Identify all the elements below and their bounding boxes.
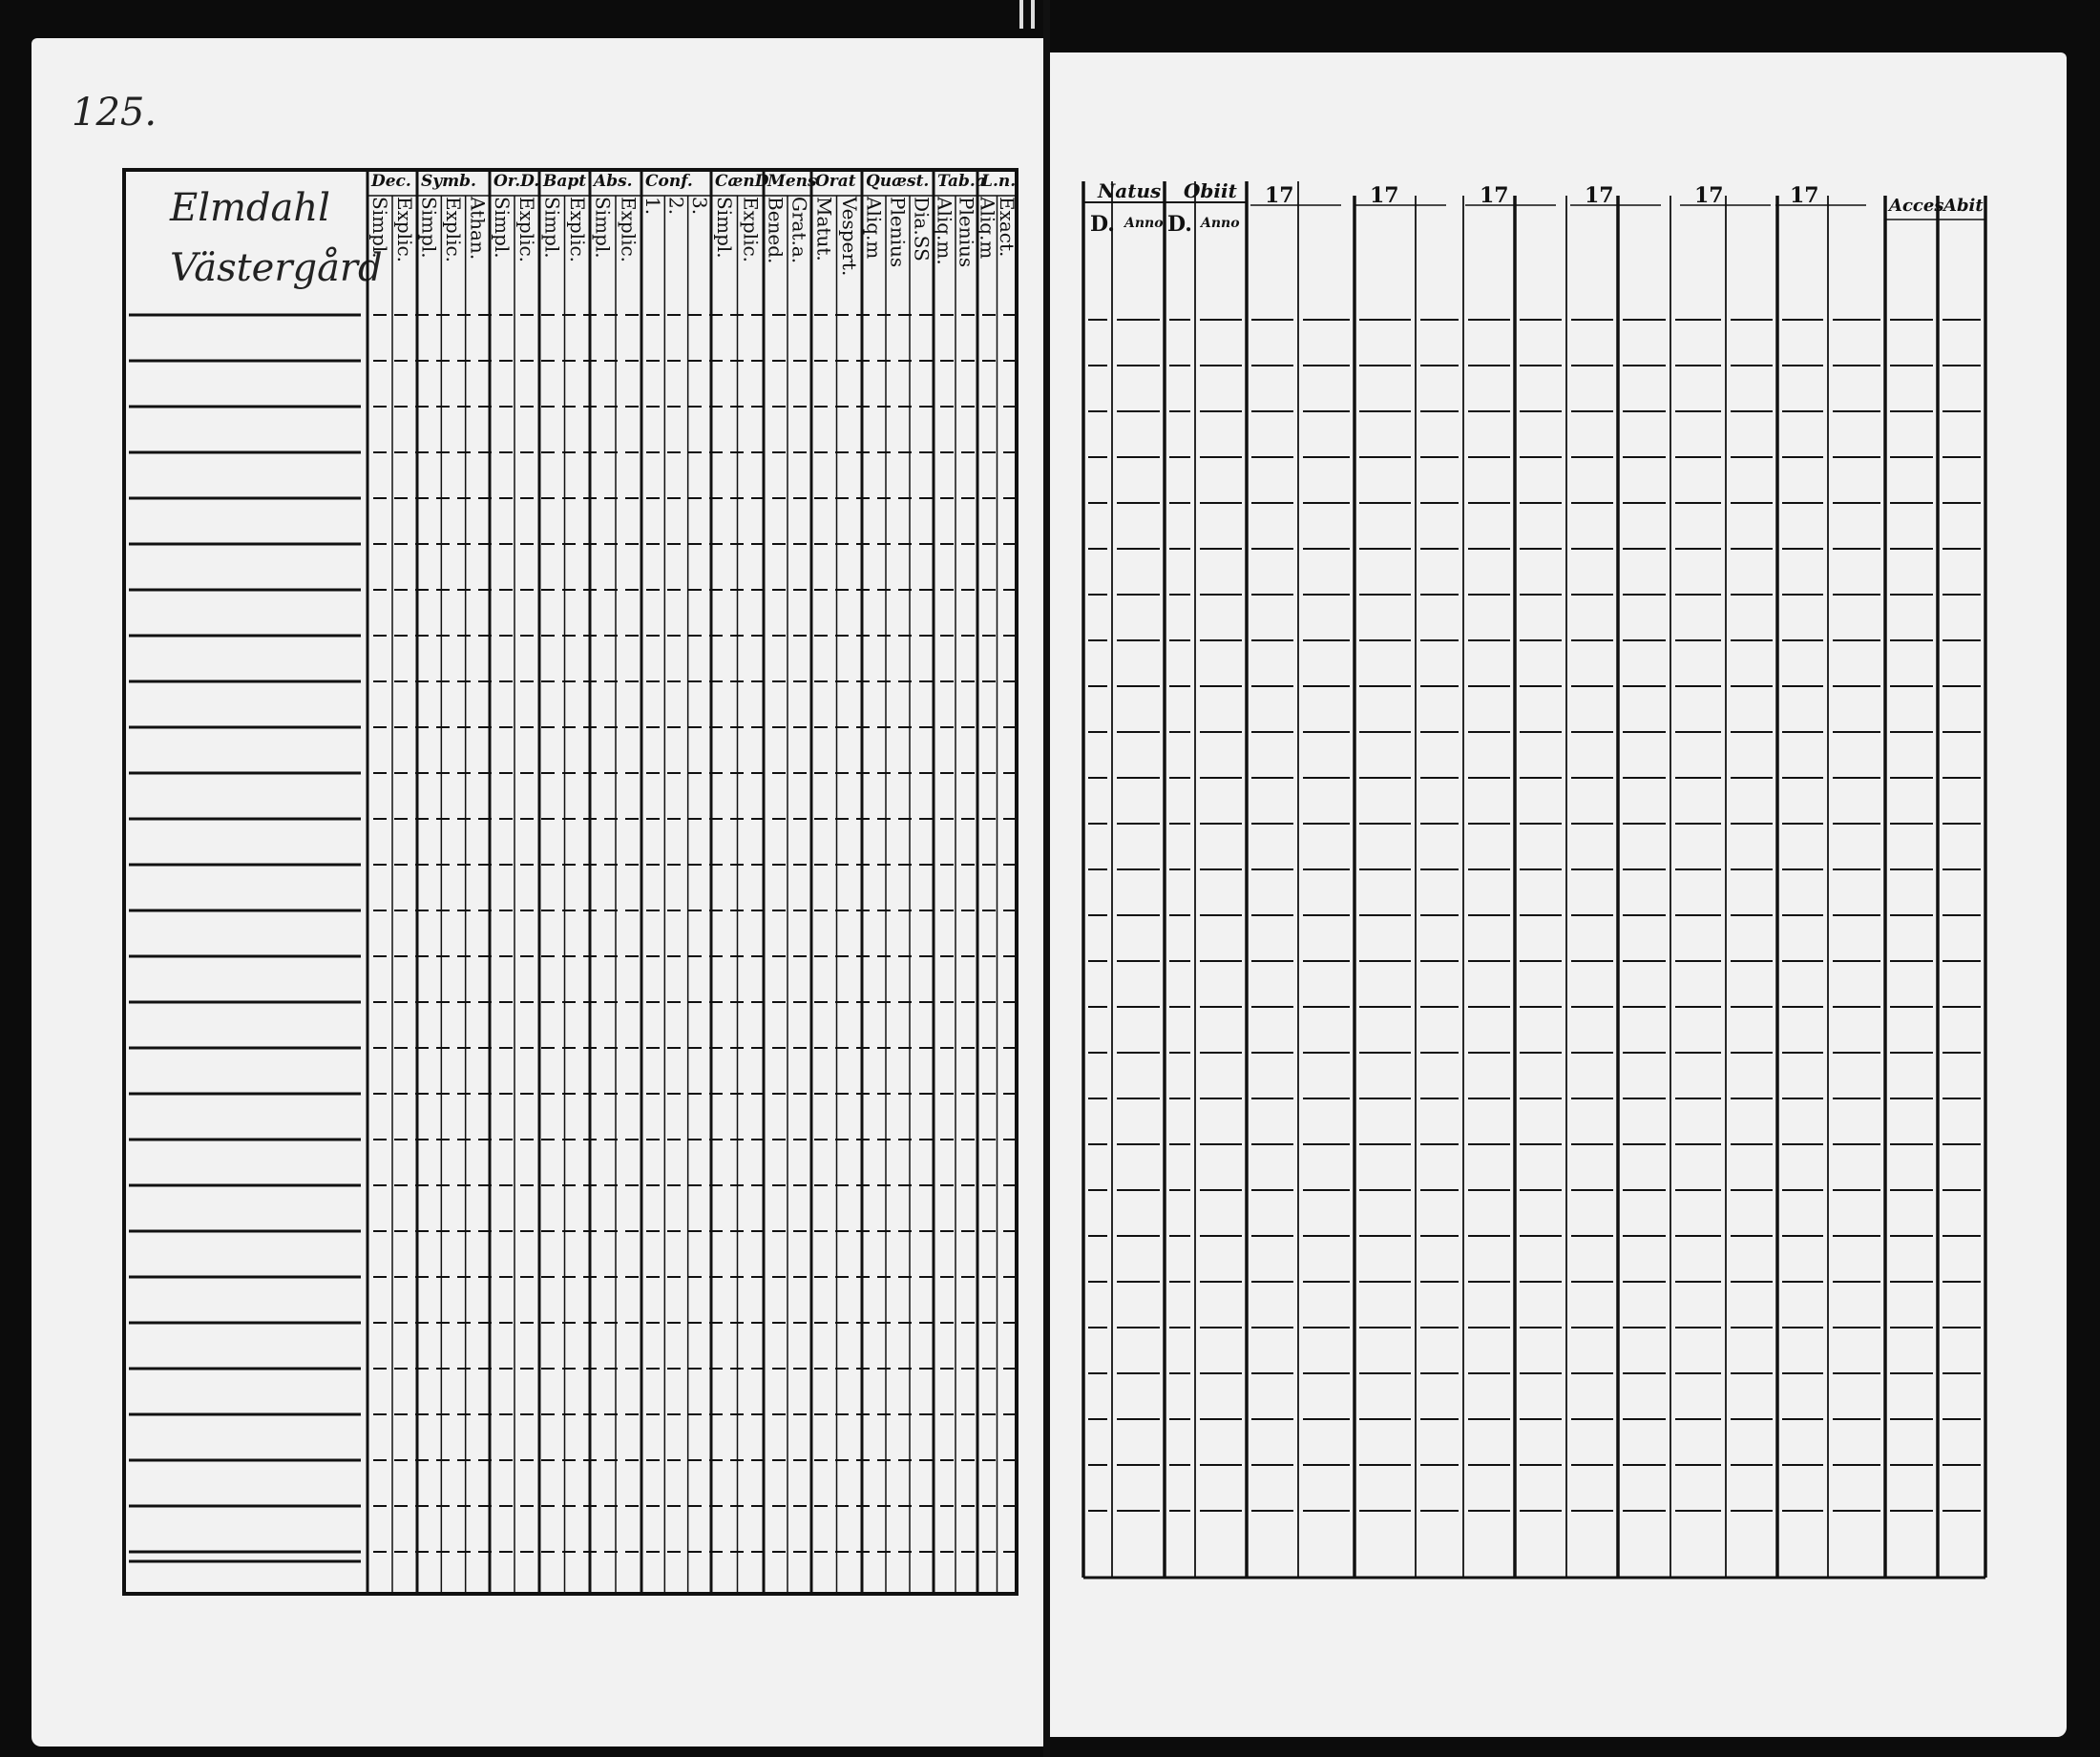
left-subcolumn-label: Simpl. (540, 197, 564, 259)
year-header: 17 (1585, 183, 1614, 208)
left-subcolumn-label: Dia.SS (910, 197, 934, 261)
left-subcolumn-label: Matut. (812, 197, 836, 261)
year-header: 17 (1370, 183, 1399, 208)
left-group-title: Symb. (421, 172, 476, 191)
left-subcolumn-label: Explic. (617, 197, 640, 263)
left-subcolumn-label: Vespert. (837, 197, 861, 277)
left-subcolumn-label: 1. (641, 197, 665, 216)
left-subcolumn-label: Exact. (995, 197, 1018, 258)
left-subcolumn-label: Aliq.m. (933, 197, 956, 265)
left-group-title: Orat (815, 172, 856, 191)
folio-number: 125. (72, 91, 158, 135)
handwritten-place: Västergård (170, 246, 383, 290)
left-subcolumn-label: Explic. (393, 197, 416, 263)
left-subcolumn-label: Grat.a. (788, 197, 811, 264)
abit-header: Abit (1943, 196, 1984, 216)
left-subcolumn-label: Aliq.m (862, 197, 886, 260)
left-group-title: Bapt (543, 172, 587, 191)
left-group-title: CænD (715, 172, 769, 191)
acces-header: Acces (1889, 196, 1944, 216)
left-subcolumn-label: Plenius (886, 197, 910, 268)
left-group-title: Dec. (371, 172, 411, 191)
left-subcolumn-label: Explic. (442, 197, 465, 263)
left-subcolumn-label: Explic. (739, 197, 763, 263)
left-subcolumn-label: Aliq.m (976, 197, 999, 260)
left-group-title: L.n. (981, 172, 1017, 191)
year-header: 17 (1790, 183, 1819, 208)
left-subcolumn-label: 3. (687, 197, 711, 216)
obiit-day-header: D. (1167, 212, 1192, 237)
left-group-title: Conf. (645, 172, 693, 191)
left-subcolumn-label: Simpl. (591, 197, 615, 259)
left-group-title: Abs. (594, 172, 633, 191)
obiit-anno-header: Anno (1201, 216, 1240, 231)
left-subcolumn-label: Bened. (764, 197, 788, 264)
left-subcolumn-label: 2. (664, 197, 688, 216)
left-subcolumn-label: Simpl. (712, 197, 736, 259)
left-group-title: Tab.a (937, 172, 986, 191)
left-subcolumn-label: Explic. (565, 197, 589, 263)
left-group-title: Or.D. (494, 172, 540, 191)
year-header: 17 (1480, 183, 1509, 208)
left-table-frame (124, 170, 1017, 1594)
left-group-title: Quæst. (866, 172, 930, 191)
left-subcolumn-label: Explic. (515, 197, 538, 263)
natus-header: Natus (1098, 179, 1162, 202)
left-subcolumn-label: Simpl. (368, 197, 391, 259)
left-subcolumn-label: Simpl. (417, 197, 441, 259)
natus-day-header: D. (1090, 212, 1115, 237)
obiit-header: Obiit (1184, 179, 1237, 202)
year-header: 17 (1694, 183, 1724, 208)
natus-anno-header: Anno (1124, 216, 1164, 231)
year-header: 17 (1265, 183, 1294, 208)
left-subcolumn-label: Athan. (466, 197, 490, 261)
left-subcolumn-label: Simpl. (491, 197, 514, 259)
left-group-title: Mens (767, 172, 817, 191)
handwritten-name: Elmdahl (170, 186, 330, 230)
left-subcolumn-label: Plenius (955, 197, 978, 268)
